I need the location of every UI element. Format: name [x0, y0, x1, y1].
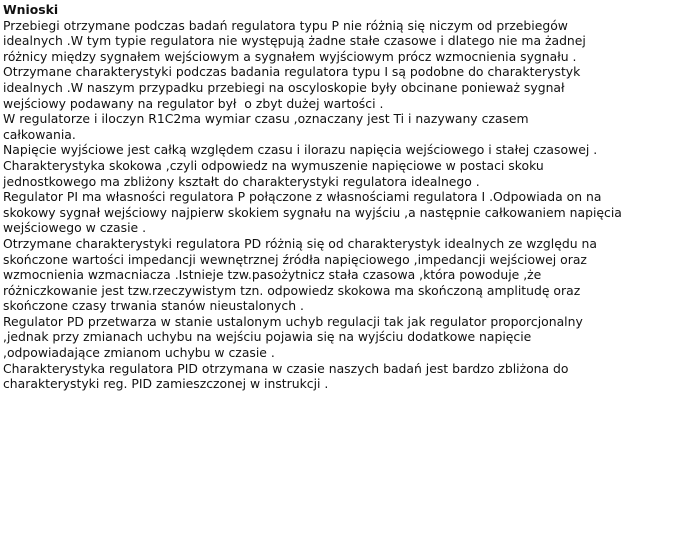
text-line: całkowania.	[3, 126, 76, 142]
document-body	[3, 2, 673, 392]
paragraph-pi-regulator	[3, 189, 673, 236]
text-line: ,odpowiadające zmianom uchybu w czasie .	[3, 345, 275, 361]
paragraph-i-regulator	[3, 64, 673, 111]
paragraph-p-regulator	[3, 18, 673, 65]
paragraph-integration-time	[3, 111, 673, 142]
text-line: wejściowy podawany na regulator był o zbyt dużej wartości .	[3, 95, 384, 111]
text-line: idealnych .W naszym przypadku przebiegi na oscyloskopie były obcinane ponieważ sygnał	[3, 79, 565, 95]
text-line: Otrzymane charakterystyki podczas badania regulatora typu I są podobne do charakterystyk	[3, 64, 581, 80]
text-line: W regulatorze i iloczyn R1C2ma wymiar czasu ,oznaczany jest Ti i nazywany czasem	[3, 111, 529, 127]
text-line: skończone wartości impedancji wewnętrznej źródła napięciowego ,impedancji wejściowej oraz	[3, 251, 587, 267]
text-line: Regulator PI ma własności regulatora P połączone z własnościami regulatora I .Odpowiada on na	[3, 189, 602, 205]
text-line: skokowy sygnał wejściowy najpierw skokiem sygnału na wyjściu ,a następnie całkowaniem napięcia	[3, 204, 622, 220]
text-line: skończone czasy trwania stanów nieustalonych .	[3, 298, 304, 314]
paragraph-pd-characteristics	[3, 236, 673, 314]
text-line: wzmocnienia wzmacniacza .Istnieje tzw.pasożytnicz stała czasowa ,która powoduje ,że	[3, 267, 542, 283]
paragraph-pid-regulator	[3, 361, 673, 392]
text-line: Otrzymane charakterystyki regulatora PD różnią się od charakterystyk idealnych ze względu na	[3, 235, 597, 251]
text-line: Napięcie wyjściowe jest całką względem czasu i ilorazu napięcia wejściowego i stałej czasowej .	[3, 142, 598, 158]
paragraph-pd-regulator	[3, 314, 673, 361]
text-line: Przebiegi otrzymane podczas badań regulatora typu P nie różnią się niczym od przebiegów	[3, 17, 568, 33]
text-line: Charakterystyka regulatora PID otrzymana w czasie naszych badań jest bardzo zbliżona do	[3, 360, 569, 376]
text-line: charakterystyki reg. PID zamieszczonej w instrukcji .	[3, 376, 329, 392]
text-line: ,jednak przy zmianach uchybu na wejściu pojawia się na wyjściu dodatkowe napięcie	[3, 329, 532, 345]
text-line: wejściowego w czasie .	[3, 220, 147, 236]
text-line: Regulator PD przetwarza w stanie ustalonym uchyb regulacji tak jak regulator proporcjonalny	[3, 313, 583, 329]
text-line: Charakterystyka skokowa ,czyli odpowiedz na wymuszenie napięciowe w postaci skoku	[3, 157, 544, 173]
text-line: różniczkowanie jest tzw.rzeczywistym tzn. odpowiedz skokowa ma skończoną amplitudę oraz	[3, 282, 581, 298]
paragraph-output-voltage	[3, 142, 673, 158]
text-line: idealnych .W tym typie regulatora nie występują żadne stałe czasowe i dlatego nie ma żadnej	[3, 33, 586, 49]
section-heading: Wnioski	[3, 2, 59, 17]
paragraph-step-response	[3, 158, 673, 189]
text-line: jednostkowego ma zbliżony kształt do charakterystyki regulatora idealnego .	[3, 173, 480, 189]
text-line: różnicy między sygnałem wejściowym a sygnałem wyjściowym prócz wzmocnienia sygnału .	[3, 48, 577, 64]
